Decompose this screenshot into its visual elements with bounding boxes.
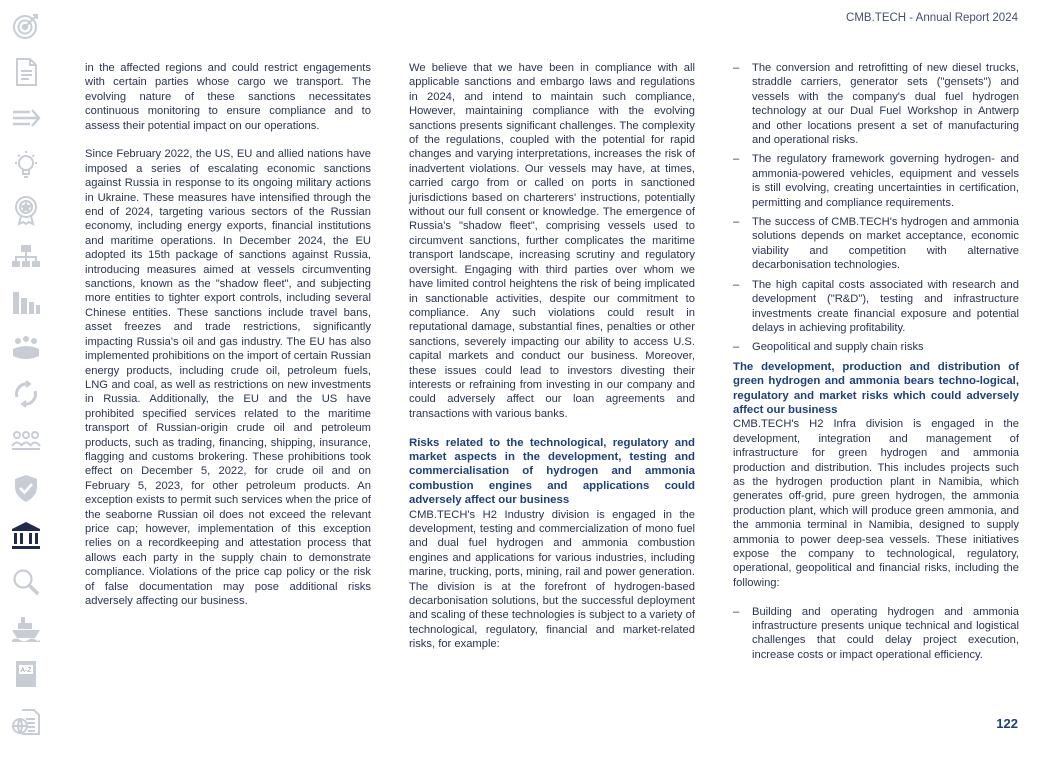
text-column-2	[409, 61, 695, 666]
paragraph: Since February 2022, the US, EU and allied nations have imposed a series of escalating economic sanctions against Russia in response to its ongoing military actions in Ukraine. These measures have intensified through the end of 2024, targeting various sectors of the Russian economy, including energy exports, financial institutions and maritime operations. In December 2024, the EU adopted its 15th package of sanctions against Russia, introducing measures aimed at vessels circumventing sanctions, known as the "shadow fleet", and subjecting more entities to tighter export controls, including several Chinese entities. These sanctions include travel bans, asset freezes and trade restrictions, significantly impacting Russia's oil and gas industry. The EU has also implemented prohibitions on the import of certain Russian energy products, including crude oil, petroleum fuels, LNG and coal, as well as restrictions on new investments in Russia. Additionally, the EU and the US have prohibited specified services related to the maritime transport of Russian-origin crude oil and petroleum products, such as trading, financing, shipping, insurance, flagging and customs brokering. These prohibitions took effect on December 5, 2022, for crude oil and on February 5, 2023, for other petroleum products. An exception exists to permit such services when the price of the seaborne Russian oil does not exceed the relevant price cap; however, implementation of this exception relies on a recordkeeping and attestation process that allows each party in the supply chain to demonstrate compliance. Violations of the price cap policy or the risk of false documentation may pose additional risks adversely affecting our business.	[85, 148, 371, 608]
transport-lines-icon[interactable]	[10, 102, 42, 134]
bullet-list	[733, 61, 1019, 355]
list-item: – The success of CMB.TECH's hydrogen and ammonia solutions depends on market acceptance, economic viability and competition with alternative decarbonisation technologies.	[733, 215, 1019, 273]
glossary-book-icon[interactable]	[10, 658, 42, 690]
award-badge-icon[interactable]	[10, 194, 42, 226]
team-icon[interactable]	[10, 424, 42, 456]
search-magnifier-icon[interactable]	[10, 566, 42, 598]
list-item: – The conversion and retrofitting of new diesel trucks, straddle carriers, generator sets ("gensets") and vessels with the company's dual fuel hydrogen technology at our Dual Fuel Workshop in Antwerp and other locations present a set of manufacturing and operational risks.	[733, 61, 1019, 147]
section-heading: Risks related to the technological, regulatory and market aspects in the development, testing and commercialisation of hydrogen and ammonia combustion engines and applications could adversely affect our business	[409, 436, 695, 507]
paragraph: CMB.TECH's H2 Infra division is engaged in the development, integration and management of infrastructure for green hydrogen and ammonia production and distribution. This includes projects such as the hydrogen production plant in Namibia, which generates off-grid, pure green hydrogen, the ammonia production plant, which will produce green ammonia, and the ammonia terminal in Namibia, designed to supply ammonia to power deep-sea vessels. These initiatives expose the company to technological, regulatory, operational, geopolitical and financial risks, including the following:	[733, 418, 1019, 589]
globe-document-icon[interactable]	[10, 706, 42, 738]
paragraph: in the affected regions and could restrict engagements with certain parties whose cargo we transport. The evolving nature of these sanctions necessitates continuous monitoring to ensure compliance and to assess their potential impact on our operations.	[85, 62, 371, 132]
bank-building-icon[interactable]	[10, 520, 42, 552]
lightbulb-icon[interactable]	[10, 148, 42, 180]
section-heading: The development, production and distribution of green hydrogen and ammonia bears techno-logical, regulatory and market risks which could adversely affect our business	[733, 360, 1019, 416]
recycle-icon[interactable]	[10, 378, 42, 410]
text-column-3	[733, 61, 1019, 667]
people-group-icon[interactable]	[10, 332, 42, 364]
document-icon[interactable]	[10, 56, 42, 88]
bullet-list	[733, 605, 1019, 663]
report-header-title: CMB.TECH - Annual Report 2024	[846, 12, 1018, 24]
ship-icon[interactable]	[10, 612, 42, 644]
bar-chart-icon[interactable]	[10, 286, 42, 318]
list-item: – The regulatory framework governing hydrogen- and ammonia-powered vehicles, equipment and vessels is still evolving, creating uncertainties in certification, permitting and compliance requirements.	[733, 152, 1019, 210]
sidebar-nav	[0, 0, 52, 760]
target-icon[interactable]	[10, 10, 42, 42]
svg-text:A-Z: A-Z	[20, 666, 32, 674]
list-item: – The high capital costs associated with research and development ("R&D"), testing and infrastructure investments create financial exposure and potential delays in achieving profitability.	[733, 278, 1019, 336]
paragraph: CMB.TECH's H2 Industry division is engaged in the development, testing and commercialization of mono fuel and dual fuel hydrogen and ammonia combustion engines and applications for various industries, including marine, trucking, ports, mining, rail and power generation. The division is at the forefront of hydrogen-based decarbonisation solutions, but the successful deployment and scaling of these technologies is subject to a variety of technological, regulatory, financial and market-related risks, for example:	[409, 508, 695, 651]
page-number: 122	[996, 716, 1018, 731]
text-column-1	[85, 61, 371, 623]
org-chart-icon[interactable]	[10, 240, 42, 272]
paragraph: We believe that we have been in compliance with all applicable sanctions and embargo laws and regulations in 2024, and intend to maintain such compliance, However, maintaining compliance with the evolving sanctions presents significant challenges. The complexity of the regulations, coupled with the potential for rapid changes and varying interpretations, increases the risk of inadvertent violations. Our vessels may have, at times, carried cargo from or called on ports in sanctioned jurisdictions based on charterers' instructions, potentially without our full consent or knowledge. The emergence of Russia's "shadow fleet", comprising vessels used to circumvent sanctions, further complicates the maritime transport landscape, increasing scrutiny and regulatory oversight. Engaging with third parties over whom we have limited control heightens the risk of being implicated in sanctionable activities, despite our commitment to compliance. Any such violations could result in reputational damage, substantial fines, penalties or other sanctions, severely impacting our ability to access U.S. capital markets and conduct our business. Moreover, these issues could lead to investors divesting their interests or refraining from investing in our company and could adversely affect our loan agreements and transactions with various banks.	[409, 62, 695, 420]
list-item: – Geopolitical and supply chain risks	[733, 340, 1019, 354]
shield-check-icon[interactable]	[10, 472, 42, 504]
list-item: – Building and operating hydrogen and ammonia infrastructure presents unique technical and logistical challenges that could delay project execution, increase costs or impact operational efficiency.	[733, 605, 1019, 663]
